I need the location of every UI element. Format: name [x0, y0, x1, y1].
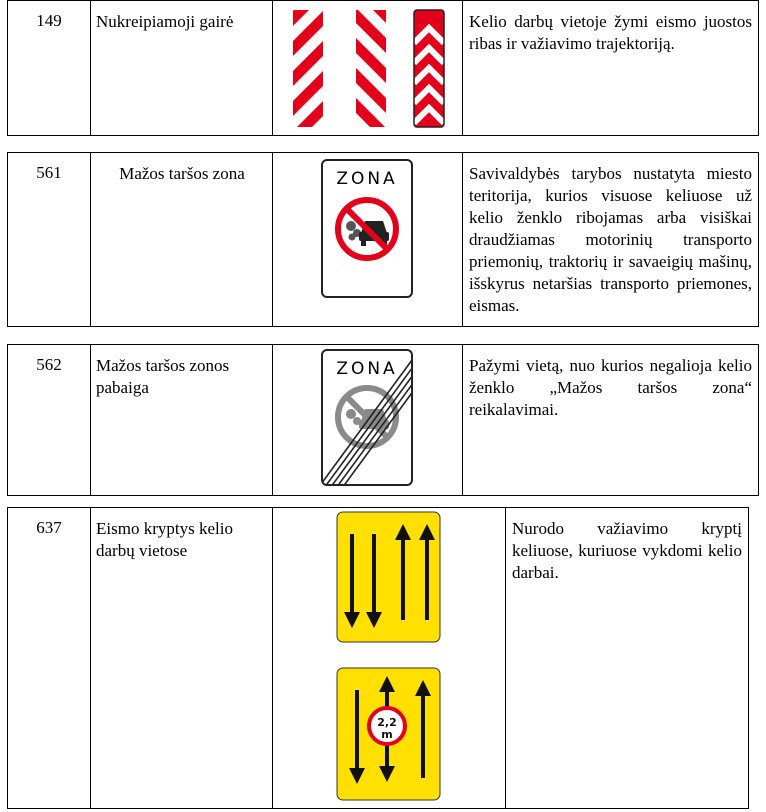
sign-number: 561	[8, 153, 91, 327]
table-row-561	[7, 152, 759, 327]
sign-description: Savivaldybės tarybos nustatyta miesto teritorija, kurios visuose keliuose už kelio ženklo ribojamas arba visiškai draudžiamas motorinių transporto priemonių, traktorių ir savaeigių mašinų, išskyrus netaršias transporto priemones, eismas.	[463, 153, 759, 327]
sign-image-cell	[273, 1, 463, 136]
sign-image-cell	[273, 345, 463, 496]
sign-description: Nurodo važiavimo kryptį keliuose, kuriuose vykdomi kelio darbai.	[506, 508, 749, 809]
sign-image-cell	[273, 153, 463, 327]
sign-name: Eismo kryptys kelio darbų vietose	[91, 508, 273, 809]
lane-direction-sign-top	[337, 512, 440, 642]
guide-post-chevron	[414, 10, 444, 127]
sign-zone-label: ZONA	[336, 359, 398, 379]
guide-post-middle	[356, 10, 386, 127]
sign-number: 149	[8, 1, 91, 136]
width-limit-unit: m	[381, 728, 393, 741]
sign-name: Mažos taršos zonos pabaiga	[91, 345, 273, 496]
sign-description: Kelio darbų vietoje žymi eismo juostos ribas ir važiavimo trajektoriją.	[463, 1, 759, 136]
sign-number: 562	[8, 345, 91, 496]
sign-name: Nukreipiamoji gairė	[91, 1, 273, 136]
low-emission-zone-sign-image	[273, 153, 462, 321]
no-polluting-vehicle-icon	[338, 200, 396, 258]
guide-posts-image	[273, 1, 462, 130]
sign-name: Mažos taršos zona	[91, 153, 273, 327]
sign-number: 637	[8, 508, 91, 809]
table-row-562	[7, 344, 759, 496]
table-row-149	[7, 0, 759, 136]
width-limit-icon	[369, 708, 405, 744]
sign-zone-label: ZONA	[336, 169, 398, 189]
lane-direction-signs-image	[273, 508, 505, 803]
sign-image-cell	[273, 508, 506, 809]
guide-post-left	[293, 10, 323, 127]
lane-direction-sign-bottom	[337, 668, 440, 800]
end-low-emission-zone-sign-image	[273, 345, 462, 490]
width-limit-value: 2,2	[377, 716, 397, 729]
table-row-637	[7, 507, 749, 809]
sign-description: Pažymi vietą, nuo kurios negalioja kelio ženklo „Mažos taršos zona“ reikalavimai.	[463, 345, 759, 496]
